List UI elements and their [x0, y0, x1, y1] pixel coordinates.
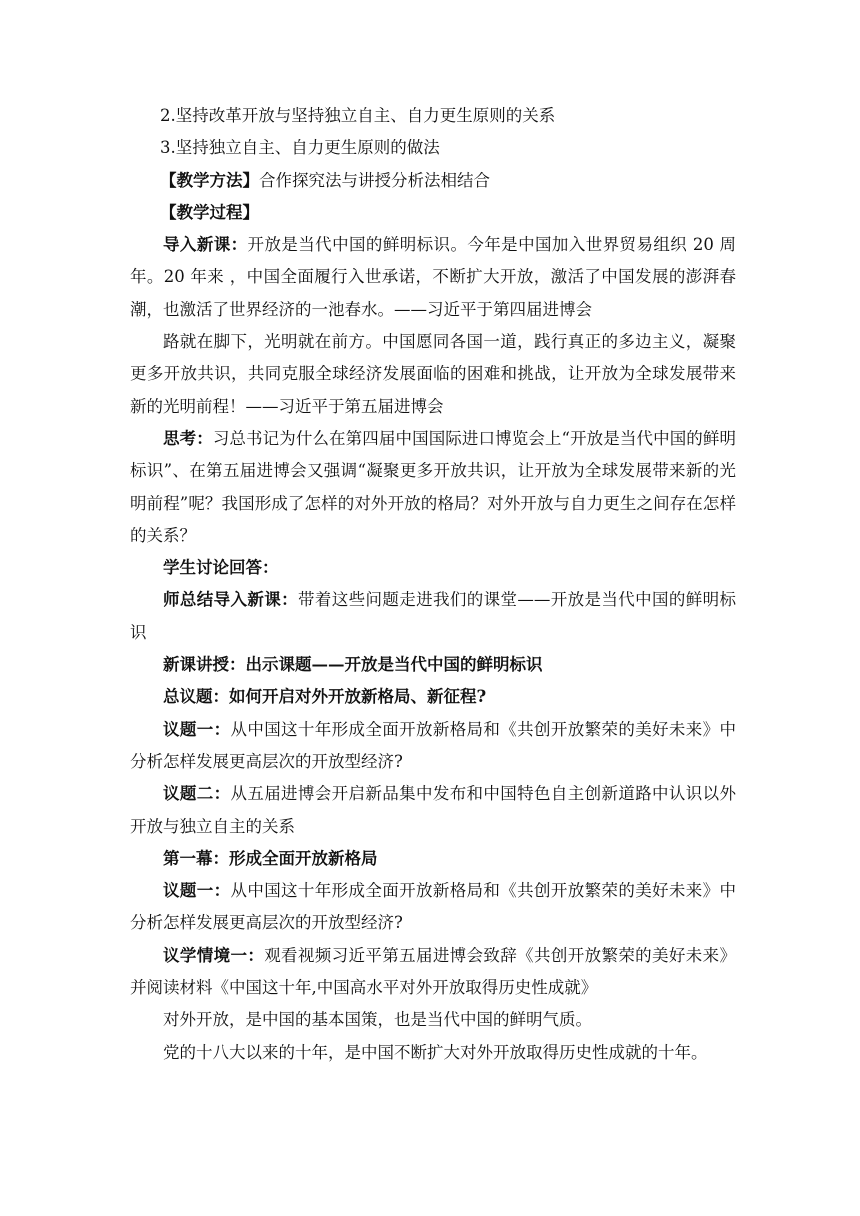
paragraph-5 — [130, 229, 736, 326]
paragraph-3-text: 合作探究法与讲授分析法相结合 — [259, 170, 490, 190]
paragraph-5-heading: 导入新课： — [163, 235, 248, 255]
paragraph-14 — [130, 843, 736, 875]
paragraph-13 — [130, 778, 736, 843]
document-body — [130, 100, 736, 1069]
paragraph-15-text: 从中国这十年形成全面开放新格局和《共创开放繁荣的美好未来》中分析怎样发展更高层次的开放型经济? — [130, 881, 737, 933]
paragraph-12-heading: 议题一： — [163, 719, 231, 739]
paragraph-11-heading: 总议题：如何开启对外开放新格局、新征程? — [163, 687, 487, 707]
paragraph-18-text: 党的十八大以来的十年，是中国不断扩大对外开放取得历史性成就的十年。 — [163, 1042, 708, 1062]
paragraph-7 — [130, 423, 736, 552]
paragraph-2 — [130, 132, 736, 164]
paragraph-8-heading: 学生讨论回答： — [163, 558, 279, 578]
paragraph-9 — [130, 584, 736, 649]
paragraph-10-heading: 新课讲授：出示课题——开放是当代中国的鲜明标识 — [163, 655, 543, 675]
paragraph-3-heading: 【教学方法】 — [160, 170, 259, 190]
paragraph-13-text: 从五届进博会开启新品集中发布和中国特色自主创新道路中认识以外开放与独立自主的关系 — [130, 784, 737, 836]
paragraph-16-text: 观看视频习近平第五届进博会致辞《共创开放繁荣的美好未来》并阅读材料《中国这十年,中国高水平对外开放取得历史性成就》 — [130, 945, 737, 998]
paragraph-10 — [130, 649, 736, 681]
paragraph-17-text: 对外开放，是中国的基本国策，也是当代中国的鲜明气质。 — [163, 1010, 592, 1030]
paragraph-9-heading: 师总结导入新课： — [163, 590, 298, 610]
paragraph-7-heading: 思考： — [163, 428, 213, 448]
paragraph-6-text: 路就在脚下，光明就在前方。中国愿同各国一道，践行真正的多边主义，凝聚更多开放共识，共同克服全球经济发展面临的困难和挑战，让开放为全球发展带来新的光明前程！——习近平于第五届进博会 — [130, 332, 736, 416]
paragraph-14-heading: 第一幕：形成全面开放新格局 — [163, 848, 378, 868]
paragraph-12 — [130, 714, 736, 779]
paragraph-5-text: 开放是当代中国的鲜明标识。今年是中国加入世界贸易组织 20 周年。20 年来 ，中国全面履行入世承诺，不断扩大开放，激活了中国发展的澎湃春潮，也激活了世界经济的一池春水。——习近平于第四届进博会 — [130, 235, 736, 319]
paragraph-11 — [130, 681, 736, 713]
paragraph-4 — [130, 197, 736, 229]
paragraph-16-heading: 议学情境一： — [163, 945, 265, 965]
paragraph-15 — [130, 875, 736, 940]
paragraph-2-text: 3.坚持独立自主、自力更生原则的做法 — [160, 138, 440, 158]
paragraph-15-heading: 议题一： — [163, 881, 231, 901]
paragraph-18 — [130, 1037, 736, 1069]
paragraph-6 — [130, 326, 736, 423]
paragraph-1-text: 2.坚持改革开放与坚持独立自主、自力更生原则的关系 — [160, 106, 556, 125]
paragraph-12-text: 从中国这十年形成全面开放新格局和《共创开放繁荣的美好未来》中分析怎样发展更高层次的开放型经济? — [130, 719, 737, 771]
paragraph-8 — [130, 552, 736, 584]
paragraph-16 — [130, 940, 736, 1005]
paragraph-13-heading: 议题二： — [163, 784, 231, 804]
paragraph-1 — [130, 100, 736, 132]
paragraph-7-text: 习总书记为什么在第四届中国国际进口博览会上“开放是当代中国的鲜明标识”、在第五届进博会又强调“凝聚更多开放共识，让开放为全球发展带来新的光明前程”呢？我国形成了怎样的对外开放的格局？对外开放与自力更生之间存在怎样的关系？ — [130, 428, 737, 545]
paragraph-9-text: 带着这些问题走进我们的课堂——开放是当代中国的鲜明标识 — [130, 590, 736, 642]
paragraph-3 — [130, 165, 736, 197]
paragraph-17 — [130, 1004, 736, 1036]
paragraph-4-heading: 【教学过程】 — [160, 202, 259, 222]
